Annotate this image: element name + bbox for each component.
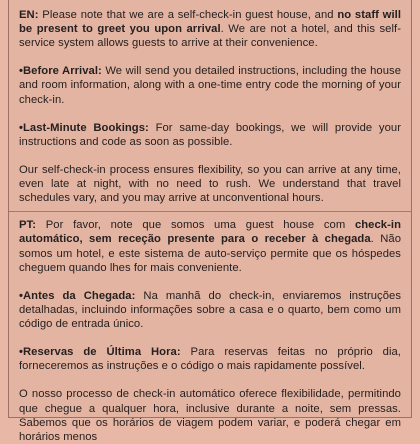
check-in-notice — [8, 0, 412, 443]
en-intro-paragraph — [19, 8, 401, 50]
pt-before-arrival-label: •Antes da Chegada: — [19, 289, 136, 302]
pt-before-arrival-text: Na manhã do check-in, enviaremos instruções detalhadas, incluindo informações sobre a casa e o quarto, bem como um código de entrada único. — [19, 289, 402, 330]
pt-intro-text-1: Por favor, note que somos uma guest house com — [36, 219, 355, 232]
language-divider — [9, 211, 411, 212]
pt-intro-paragraph — [19, 218, 401, 274]
pt-before-arrival-paragraph — [19, 289, 401, 331]
en-before-arrival-label: •Before Arrival: — [19, 65, 102, 78]
en-flexibility-text: Our self-check-in process ensures flexibility, so you can arrive at any time, even late at night, with no need to rush. We understand that travel schedules vary, and you may arrive at unconventional hours. — [19, 164, 401, 205]
en-intro-text-2: . We are not a hotel, and this self-service system allows guests to arrive at their convenience. — [19, 23, 402, 50]
en-flexibility-paragraph — [19, 163, 401, 205]
en-last-minute-label: •Last-Minute Bookings: — [19, 121, 149, 134]
pt-flexibility-text: O nosso processo de check-in automático oferece flexibilidade, permitindo que chegue a qualquer hora, inclusive durante a noite, sem pressas. Sabemos que os horários de viagem podem variar, e poderá chegar em horários menos — [19, 388, 401, 443]
en-before-arrival-text: We will send you detailed instructions, including the house and room information, along with a one-time entry code the morning of your check-in. — [19, 65, 401, 106]
pt-no-staff-notice: check-in automático, sem receção presente para o receber à chegada — [19, 219, 401, 246]
en-no-staff-notice: no staff will be present to greet you upon arrival — [19, 9, 402, 36]
pt-language-label: PT: — [19, 219, 37, 232]
pt-last-minute-paragraph — [19, 345, 401, 373]
en-last-minute-text: For same-day bookings, we will provide your instructions and code as soon as possible. — [19, 121, 401, 148]
en-last-minute-paragraph — [19, 121, 401, 149]
pt-last-minute-label: •Reservas de Última Hora: — [19, 346, 181, 359]
pt-intro-text-2: . Não somos um hotel, e este sistema de auto-serviço permite que os hóspedes cheguem quando lhes for mais conveniente. — [19, 233, 402, 274]
en-language-label: EN: — [19, 9, 39, 21]
en-before-arrival-paragraph — [19, 64, 401, 106]
pt-flexibility-paragraph — [19, 387, 401, 443]
en-intro-text-1: Please note that we are a self-check-in guest house, and — [38, 9, 338, 21]
pt-last-minute-text: Para reservas feitas no próprio dia, forneceremos as instruções e o código o mais rapidamente possível. — [19, 346, 401, 373]
